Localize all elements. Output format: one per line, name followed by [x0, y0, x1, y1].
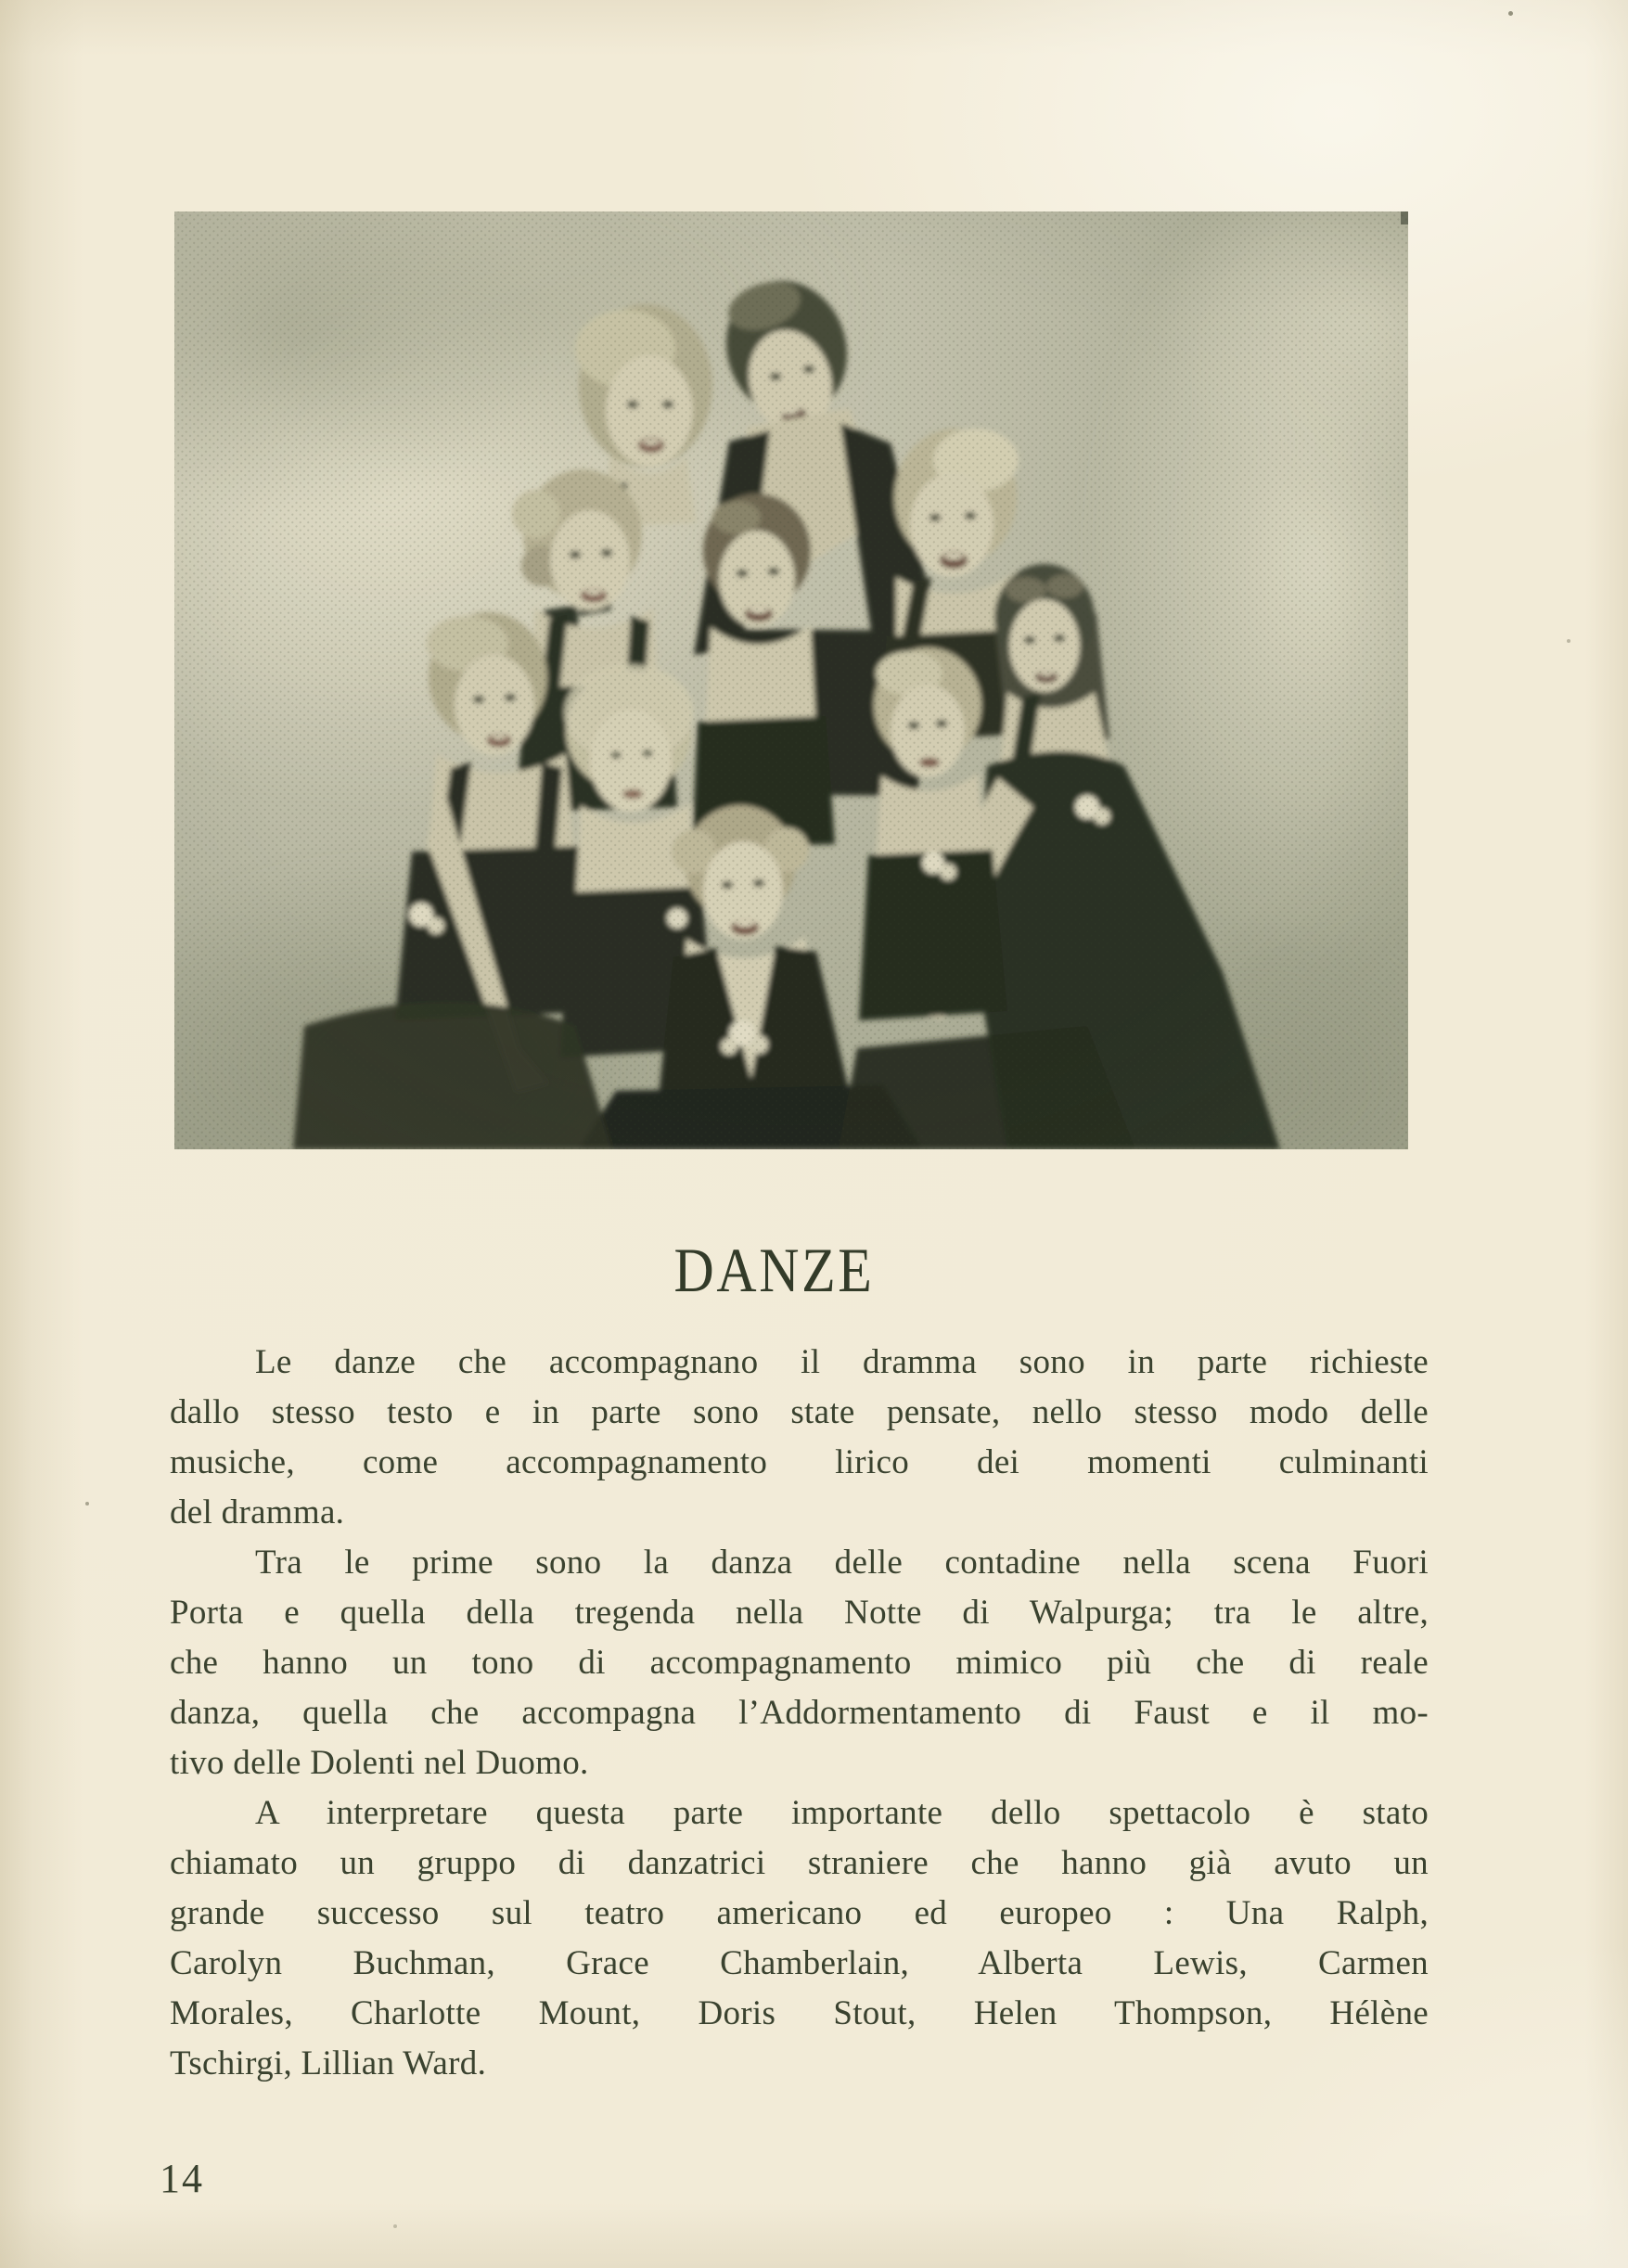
paragraph-2: [170, 1538, 1429, 1788]
text-line: tivo delle Dolenti nel Duomo.: [170, 1744, 589, 1782]
text-line: danza, quella che accompagna l’Addormentamento di Faust e il mo-: [170, 1694, 1429, 1732]
dust-speck: [1567, 639, 1570, 643]
body-text: [170, 1338, 1429, 2089]
text-line: Tschirgi, Lillian Ward.: [170, 2044, 487, 2082]
dust-speck: [393, 2224, 397, 2228]
dust-speck: [1508, 11, 1513, 16]
text-line: dallo stesso testo e in parte sono state pensate, nello stesso modo delle: [170, 1393, 1429, 1431]
text-line: Morales, Charlotte Mount, Doris Stout, Helen Thompson, Hélène: [170, 1994, 1429, 2032]
text-line: grande successo sul teatro americano ed europeo : Una Ralph,: [170, 1894, 1429, 1932]
text-line: A interpretare questa parte importante dello spettacolo è stato: [255, 1794, 1429, 1832]
group-photo: [174, 211, 1408, 1149]
print-registration-mark: [1401, 211, 1408, 224]
text-line: chiamato un gruppo di danzatrici straniere che hanno già avuto un: [170, 1844, 1429, 1882]
text-line: Le danze che accompagnano il dramma sono in parte richieste: [255, 1343, 1429, 1381]
paragraph-3: [170, 1788, 1429, 2089]
page-number: 14: [160, 2156, 204, 2201]
text-line: Porta e quella della tregenda nella Notte di Walpurga; tra le altre,: [170, 1594, 1429, 1632]
dust-speck: [85, 1502, 89, 1506]
section-heading: DANZE: [673, 1235, 875, 1305]
group-photo-illustration: [174, 211, 1408, 1149]
text-line: Tra le prime sono la danza delle contadine nella scena Fuori: [255, 1544, 1429, 1582]
text-line: del dramma.: [170, 1493, 345, 1531]
paragraph-1: [170, 1338, 1429, 1538]
text-line: che hanno un tono di accompagnamento mimico più che di reale: [170, 1644, 1429, 1682]
text-line: musiche, come accompagnamento lirico dei momenti culminanti: [170, 1443, 1429, 1481]
text-line: Carolyn Buchman, Grace Chamberlain, Alberta Lewis, Carmen: [170, 1944, 1429, 1982]
